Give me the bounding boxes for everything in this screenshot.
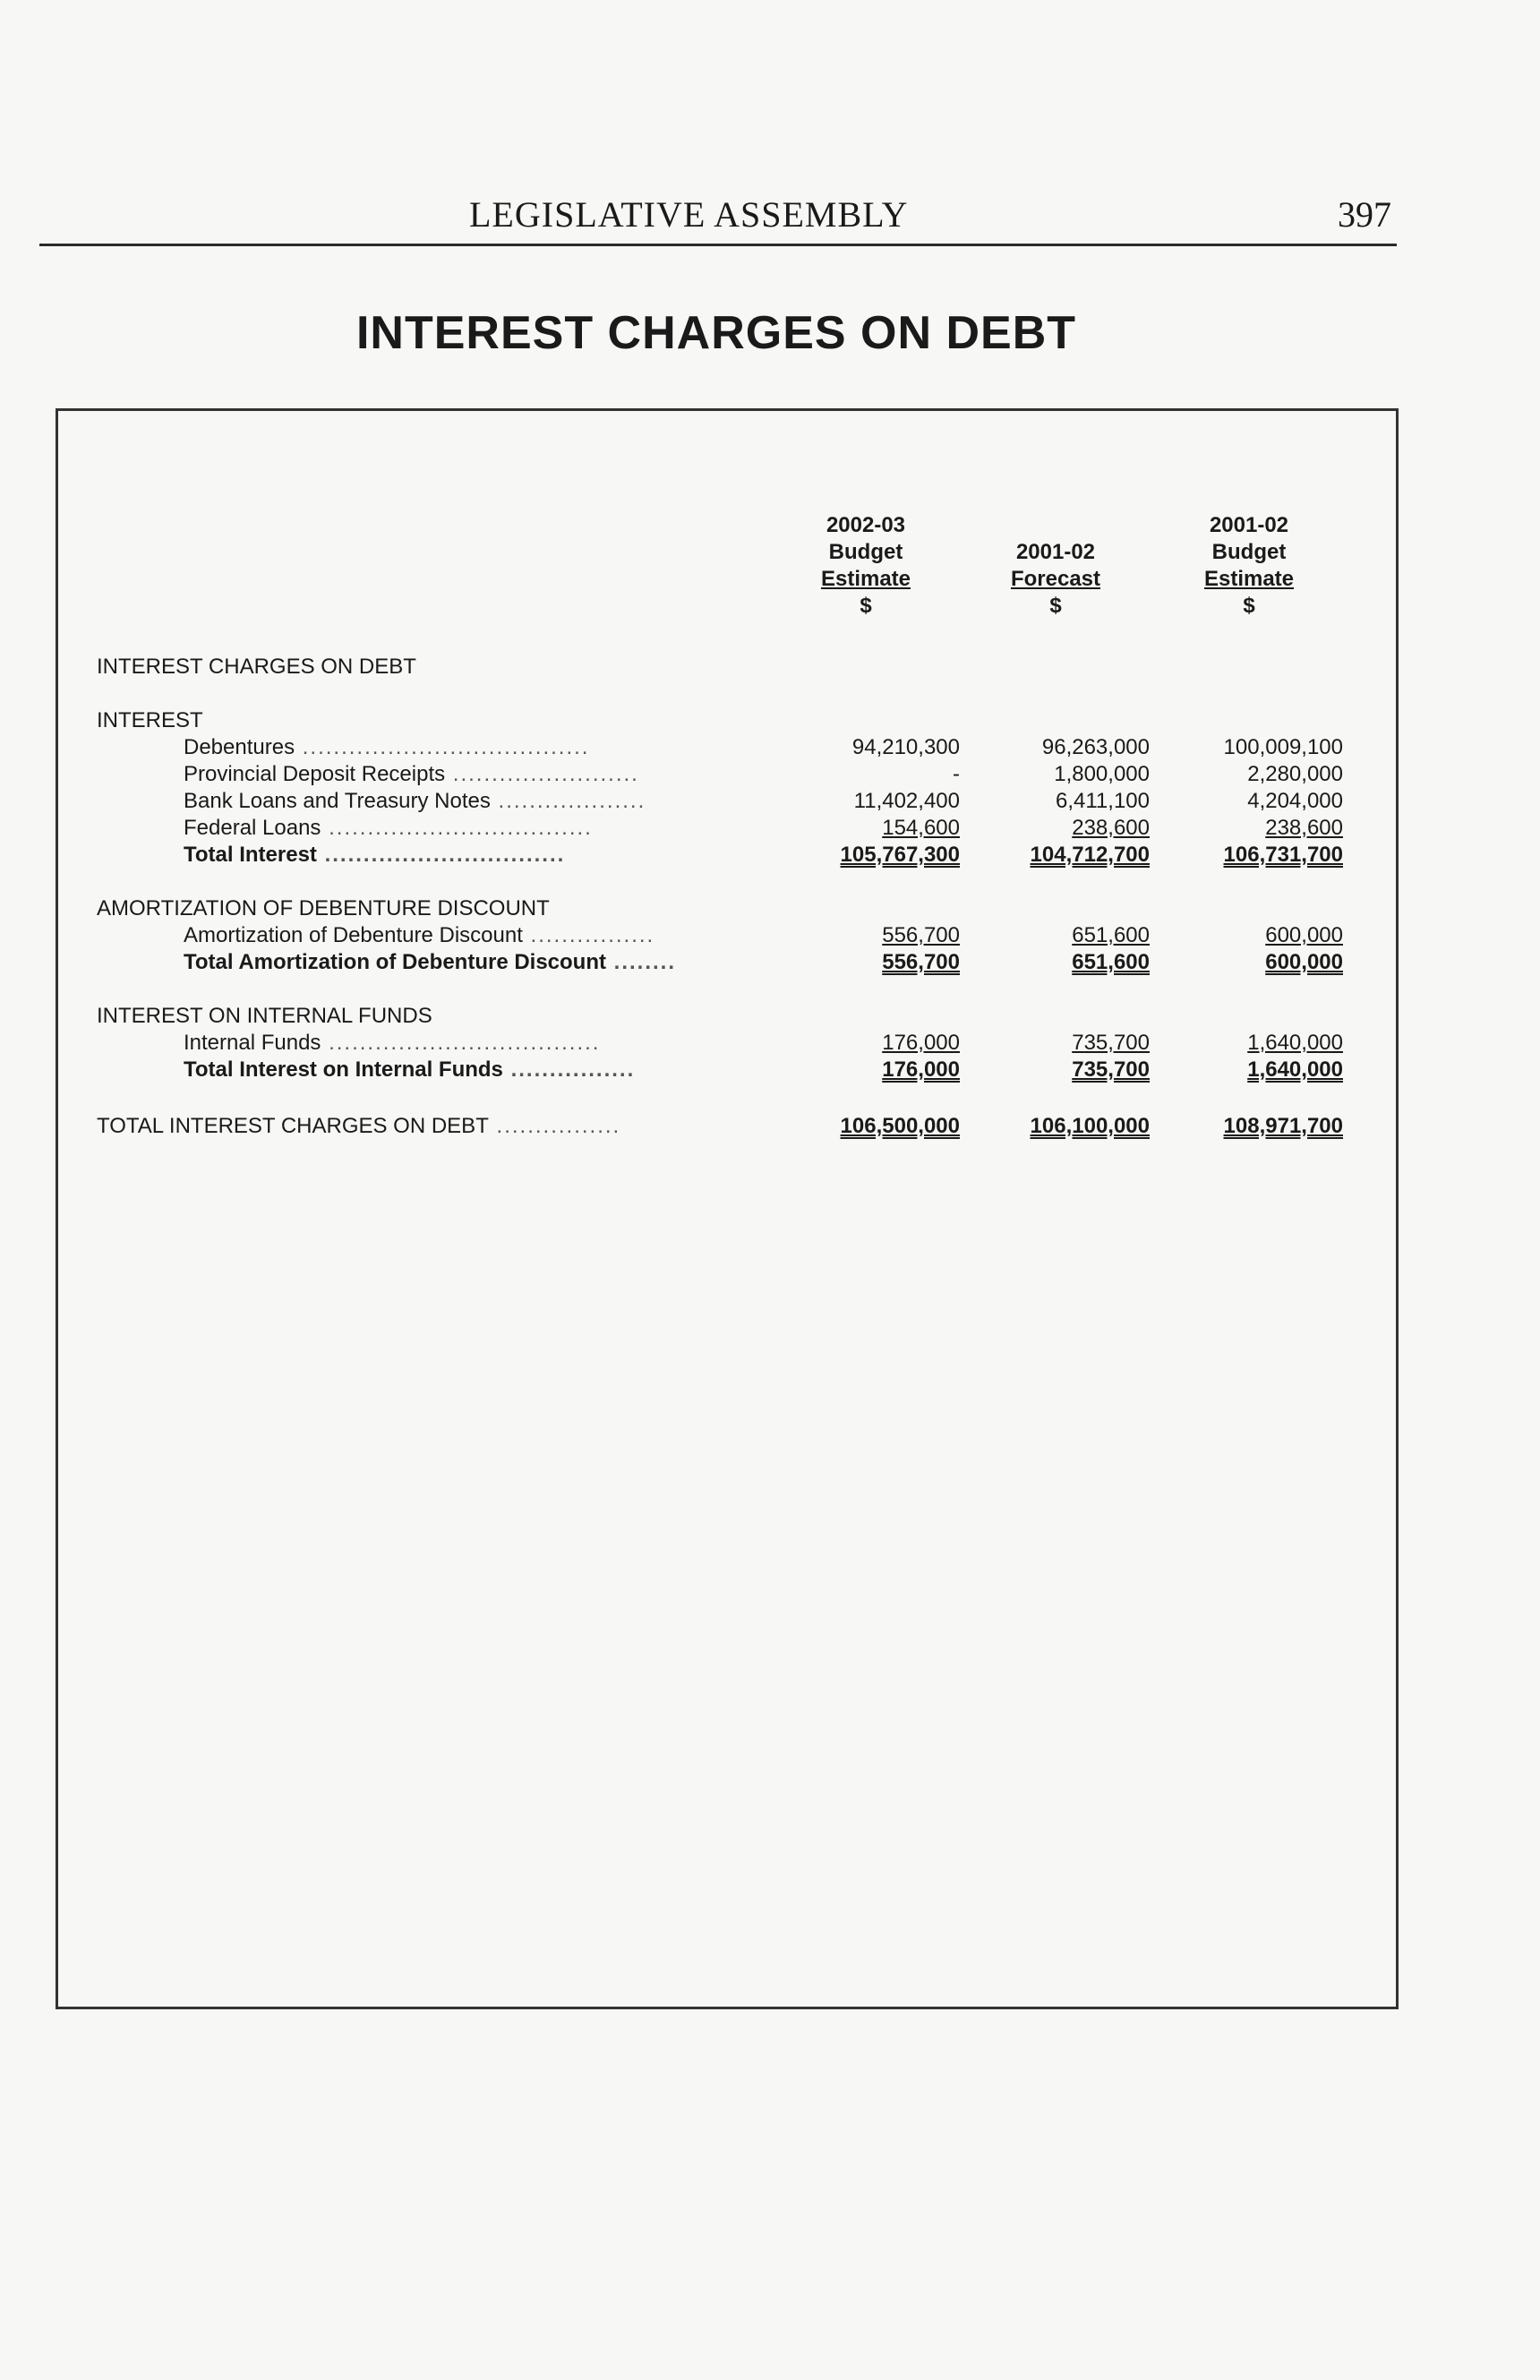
leader-dots: ................... — [490, 789, 646, 813]
column-year — [962, 512, 1150, 539]
row-label — [184, 1030, 600, 1057]
total-value: 556,700 — [882, 950, 960, 974]
grand-total-value: 106,500,000 — [840, 1114, 960, 1138]
grand-total-value: 108,971,700 — [1223, 1114, 1343, 1138]
total-value: 104,712,700 — [1030, 843, 1150, 867]
row-label-text: Amortization of Debenture Discount — [184, 923, 523, 947]
assembly-name: LEGISLATIVE ASSEMBLY — [469, 194, 909, 235]
column-type: 2001-02 — [1015, 540, 1096, 564]
column-unit: $ — [1243, 594, 1255, 618]
leader-dots: ................................... — [321, 1031, 601, 1055]
total-label-text: Total Amortization of Debenture Discount — [184, 950, 606, 974]
cell-value: 176,000 — [882, 1031, 960, 1055]
total-label — [184, 842, 565, 869]
row-label-text: Federal Loans — [184, 816, 321, 840]
column-type: Budget — [828, 540, 903, 564]
column-unit: $ — [1049, 594, 1062, 618]
cell-value: 94,210,300 — [851, 735, 960, 759]
leader-dots: ................ — [522, 923, 655, 947]
column-header-budget-2002-03 — [772, 512, 960, 620]
leader-dots: ........ — [606, 950, 677, 974]
cell-value: 600,000 — [1265, 923, 1343, 947]
page-header — [39, 188, 1397, 246]
total-value: 106,731,700 — [1223, 843, 1343, 867]
section-heading-amortization: AMORTIZATION OF DEBENTURE DISCOUNT — [97, 896, 550, 920]
cell-value: 238,600 — [1072, 816, 1150, 840]
total-value: 105,767,300 — [840, 843, 960, 867]
total-label-text: Total Interest on Internal Funds — [184, 1057, 503, 1082]
total-label — [184, 1057, 635, 1083]
column-header-forecast-2001-02 — [962, 512, 1150, 620]
section-heading-internal-funds: INTEREST ON INTERNAL FUNDS — [97, 1004, 432, 1028]
cell-value: 1,640,000 — [1247, 1031, 1343, 1055]
total-label-text: Total Interest — [184, 843, 317, 867]
leader-dots: ............................... — [316, 843, 566, 867]
column-unit: $ — [860, 594, 872, 618]
column-year: 2001-02 — [1209, 513, 1289, 537]
cell-value: 11,402,400 — [853, 789, 960, 813]
row-label — [184, 734, 589, 761]
cell-value: 1,800,000 — [1054, 762, 1150, 786]
column-header-budget-2001-02 — [1155, 512, 1343, 620]
table-heading: INTEREST CHARGES ON DEBT — [97, 655, 416, 679]
cell-value: 154,600 — [882, 816, 960, 840]
total-value: 176,000 — [882, 1057, 960, 1082]
leader-dots: ................ — [488, 1114, 621, 1138]
cell-value: - — [953, 762, 960, 786]
row-label-text: Provincial Deposit Receipts — [184, 762, 446, 786]
row-label — [184, 761, 639, 788]
row-label-text: Debentures — [184, 735, 295, 759]
page-title: INTEREST CHARGES ON DEBT — [355, 307, 1077, 359]
total-label — [184, 949, 676, 976]
cell-value: 556,700 — [882, 923, 960, 947]
row-label — [184, 922, 654, 949]
cell-value: 100,009,100 — [1223, 735, 1343, 759]
grand-total-label-text: TOTAL INTEREST CHARGES ON DEBT — [97, 1114, 489, 1138]
cell-value: 651,600 — [1072, 923, 1150, 947]
leader-dots: ........................ — [445, 762, 639, 786]
total-value: 600,000 — [1265, 950, 1343, 974]
column-type: Budget — [1211, 540, 1287, 564]
estimates-table — [56, 408, 1399, 2009]
row-label — [184, 815, 593, 842]
leader-dots: ..................................... — [295, 735, 590, 759]
cell-value: 4,204,000 — [1247, 789, 1343, 813]
cell-value: 6,411,100 — [1056, 789, 1150, 813]
section-heading-interest: INTEREST — [97, 708, 203, 732]
row-label-text: Bank Loans and Treasury Notes — [184, 789, 491, 813]
row-label — [184, 788, 646, 815]
total-value: 651,600 — [1072, 950, 1150, 974]
column-kind: Estimate — [1203, 567, 1295, 591]
row-label-text: Internal Funds — [184, 1031, 321, 1055]
grand-total-label — [97, 1113, 620, 1140]
cell-value: 735,700 — [1072, 1031, 1150, 1055]
cell-value: 96,263,000 — [1041, 735, 1150, 759]
cell-value: 2,280,000 — [1247, 762, 1343, 786]
total-value: 735,700 — [1072, 1057, 1150, 1082]
page-number: 397 — [1338, 194, 1391, 235]
total-value: 1,640,000 — [1247, 1057, 1343, 1082]
column-kind: Estimate — [820, 567, 911, 591]
column-year: 2002-03 — [826, 513, 906, 537]
leader-dots: .................................. — [321, 816, 593, 840]
column-kind: Forecast — [1010, 567, 1101, 591]
leader-dots: ................ — [502, 1057, 636, 1082]
grand-total-value: 106,100,000 — [1030, 1114, 1150, 1138]
cell-value: 238,600 — [1265, 816, 1343, 840]
